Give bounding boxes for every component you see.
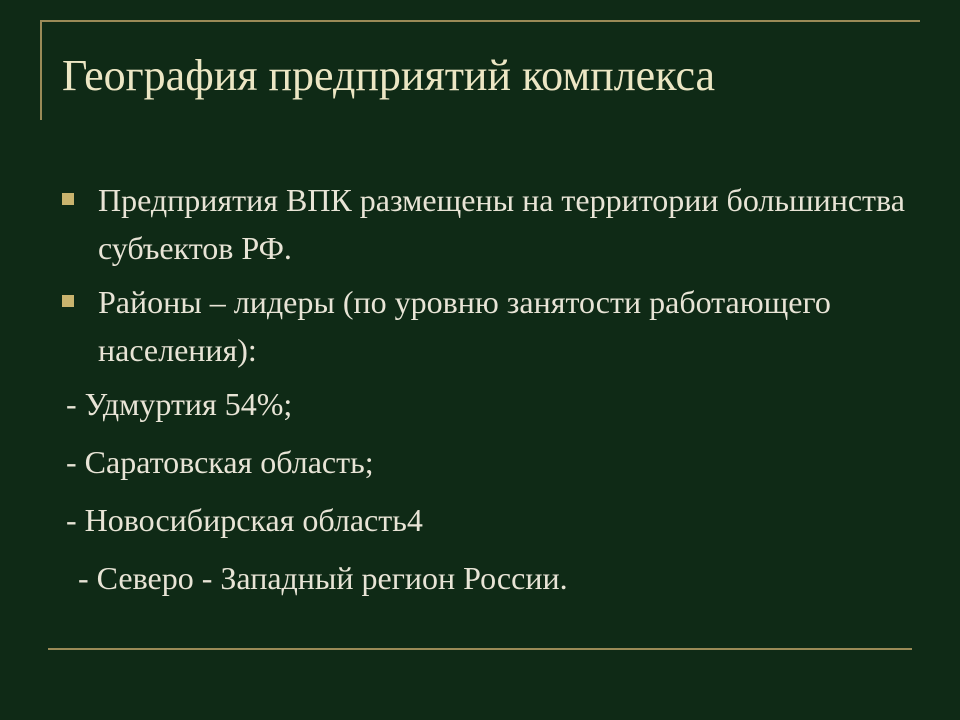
bullet-item — [60, 278, 920, 374]
bullet-item — [60, 176, 920, 272]
left-rule — [40, 20, 42, 120]
square-bullet-icon — [62, 295, 74, 307]
bullet-text: Предприятия ВПК размещены на территории большинства субъектов РФ. — [98, 182, 905, 266]
list-line: - Саратовская область; — [66, 444, 374, 480]
top-rule — [40, 20, 920, 22]
bottom-rule — [48, 648, 912, 650]
square-bullet-icon — [62, 193, 74, 205]
list-line: - Северо - Западный регион России. — [78, 560, 568, 596]
bullet-text: Районы – лидеры (по уровню занятости работающего населения): — [98, 284, 831, 368]
list-line: - Удмуртия 54%; — [66, 386, 293, 422]
slide-content — [60, 176, 920, 602]
slide-title: География предприятий комплекса — [62, 51, 716, 100]
list-line: - Новосибирская область4 — [66, 502, 423, 538]
